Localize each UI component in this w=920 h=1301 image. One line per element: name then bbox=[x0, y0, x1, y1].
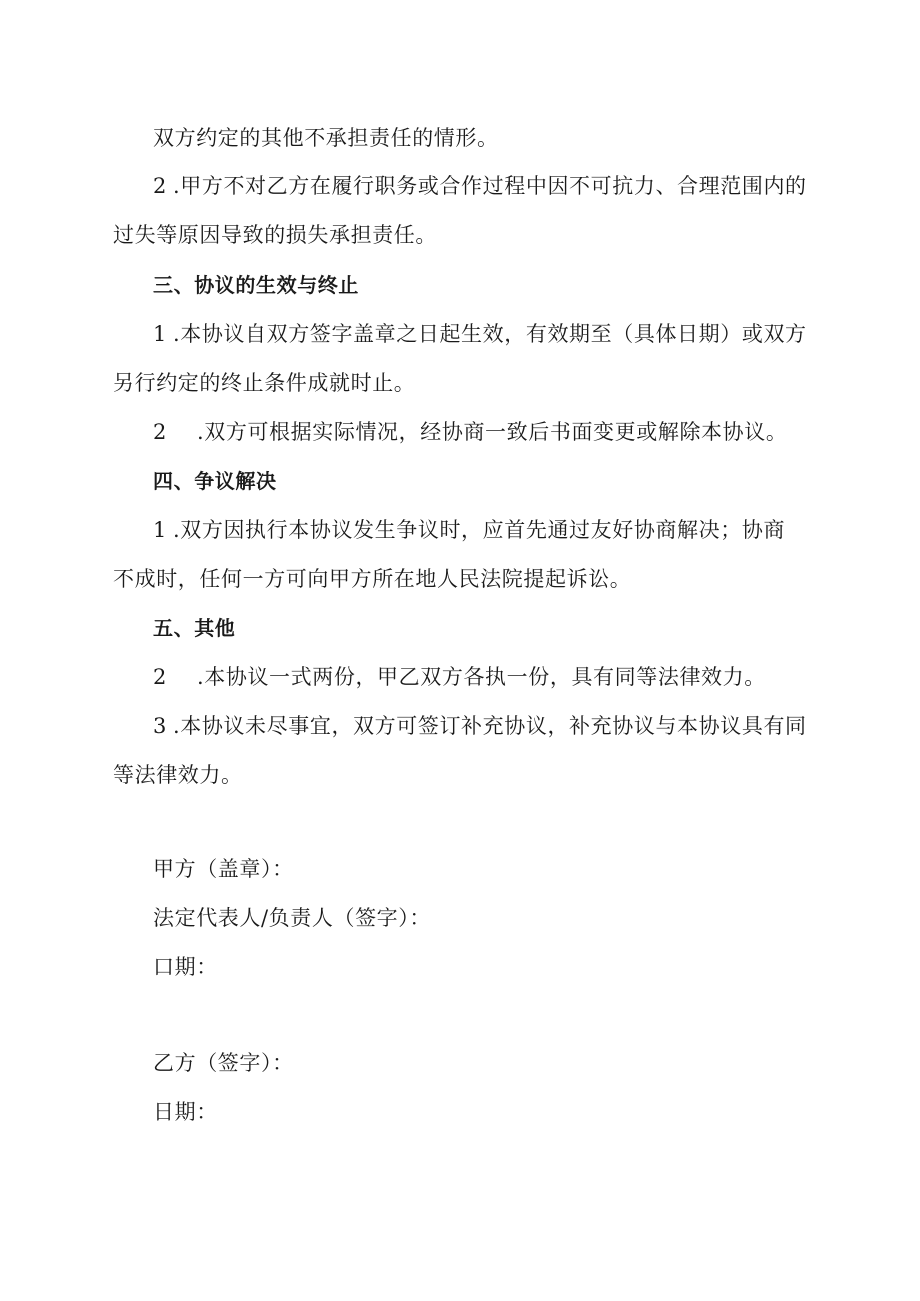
liability-clause-text-1: .甲方不对乙方在履行职务或合作过程中因不可抗力、合理范围内的 bbox=[172, 174, 807, 198]
section-3-item-2-line-1 bbox=[153, 418, 787, 446]
section-5-item-3-text-1: .本协议未尽事宜，双方可签订补充协议，补充协议与本协议具有同 bbox=[172, 714, 807, 738]
section-3-heading bbox=[153, 271, 359, 299]
section-3-item-1-line-1 bbox=[153, 320, 807, 348]
party-a-date-label bbox=[153, 953, 218, 981]
section-5-heading-text: 五、其他 bbox=[153, 616, 236, 640]
section-3-item-2-text-1: .双方可根据实际情况，经协商一致后书面变更或解除本协议。 bbox=[196, 420, 788, 444]
clause-number: 1 bbox=[153, 518, 167, 542]
clause-number: 2 bbox=[153, 665, 167, 689]
party-b-sign-text: 乙方（签字）： bbox=[153, 1051, 294, 1075]
party-a-seal-label bbox=[153, 855, 294, 883]
section-4-item-1-line-2 bbox=[113, 565, 631, 593]
legal-representative-text: 法定代表人/负责人（签字）： bbox=[153, 906, 431, 930]
party-b-date-label bbox=[153, 1098, 218, 1126]
clause-number: 2 bbox=[153, 420, 167, 444]
liability-clause-text-2: 过失等原因导致的损失承担责任。 bbox=[113, 223, 437, 247]
clause-number: 3 bbox=[153, 714, 167, 738]
section-5-item-3-line-1 bbox=[153, 712, 807, 740]
section-5-heading bbox=[153, 614, 235, 642]
section-3-item-1-text-2: 另行约定的终止条件成就时止。 bbox=[113, 371, 416, 395]
party-b-sign-label bbox=[153, 1049, 294, 1077]
section-4-item-1-line-1 bbox=[153, 516, 785, 544]
clause-continuation-line bbox=[153, 124, 499, 152]
section-4-heading-text: 四、争议解决 bbox=[153, 469, 277, 493]
clause-continuation-text: 双方约定的其他不承担责任的情形。 bbox=[153, 126, 499, 150]
section-3-item-1-line-2 bbox=[113, 369, 415, 397]
section-5-item-2-text-1: .本协议一式两份，甲乙双方各执一份，具有同等法律效力。 bbox=[196, 665, 766, 689]
liability-clause-line-1 bbox=[153, 172, 807, 200]
section-5-item-2-line-1 bbox=[153, 663, 766, 691]
section-4-heading bbox=[153, 467, 277, 495]
party-a-seal-text: 甲方（盖章）： bbox=[153, 857, 294, 881]
clause-number: 1 bbox=[153, 322, 167, 346]
section-3-item-1-text-1: .本协议自双方签字盖章之日起生效，有效期至（具体日期）或双方 bbox=[172, 322, 807, 346]
party-a-date-text: 口期： bbox=[153, 955, 218, 979]
section-3-heading-text: 三、协议的生效与终止 bbox=[153, 273, 359, 297]
section-4-item-1-text-1: .双方因执行本协议发生争议时，应首先通过友好协商解决；协商 bbox=[172, 518, 786, 542]
party-b-date-text: 日期： bbox=[153, 1100, 218, 1124]
clause-number: 2 bbox=[153, 174, 167, 198]
legal-representative-label bbox=[153, 904, 431, 932]
section-5-item-3-line-2 bbox=[113, 761, 243, 789]
section-5-item-3-text-2: 等法律效力。 bbox=[113, 763, 243, 787]
section-4-item-1-text-2: 不成时，任何一方可向甲方所在地人民法院提起诉讼。 bbox=[113, 567, 632, 591]
liability-clause-line-2 bbox=[113, 221, 437, 249]
